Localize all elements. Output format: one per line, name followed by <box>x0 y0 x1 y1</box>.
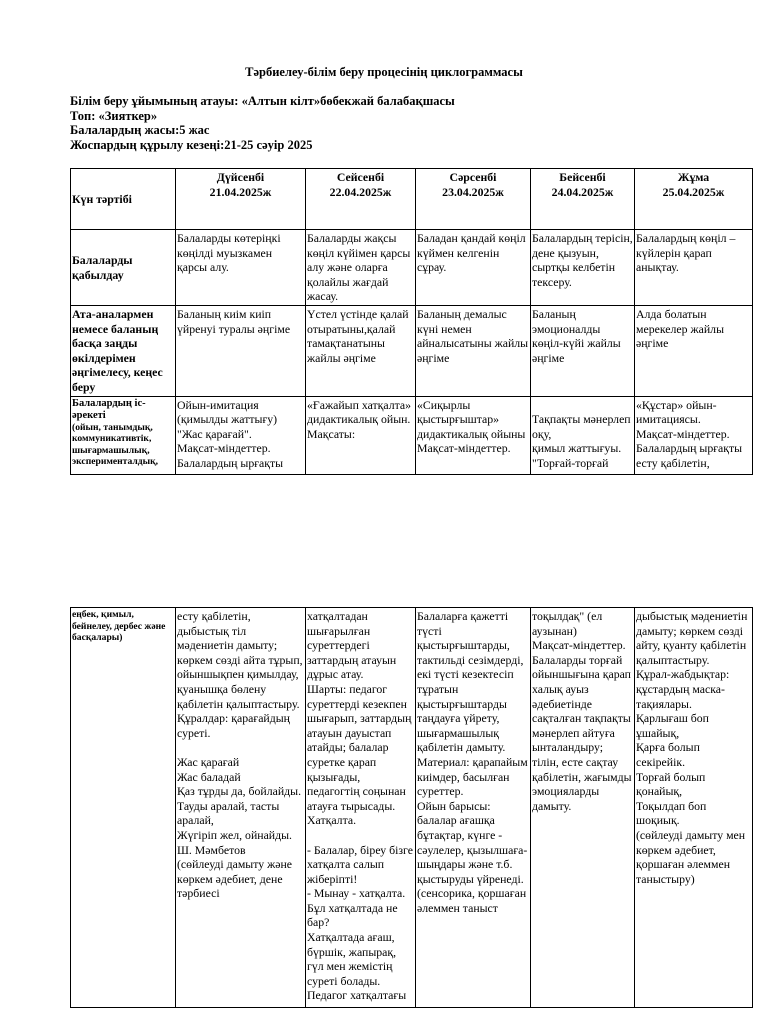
group-line: Топ: «Зияткер» <box>70 108 158 123</box>
table-cell: Баланың демалыс күні немен айналысатыны жайлы әңгіме <box>416 306 531 397</box>
row-label-activities <box>71 396 176 474</box>
table-cell: есту қабілетін, дыбыстық тіл мәдениетін дамыту; көркем сөзді айта тұрып, ойыншықпен қимылдау, қуанышқа бөлену қабілетін қалыптастыру. Құралдар: қарағайдың суреті. Жас қарағай Жас баладай Қаз тұрды да, бойлайды. Тауды аралай, тасты аралай, Жүгіріп жел, ойнайды. Ш. Мәмбетов (сөйлеуді дамыту және көркем әдебиет, дене тәрбиесі <box>176 608 306 1008</box>
day-header-wednesday <box>416 169 531 230</box>
table-row <box>71 306 753 397</box>
day-name: Сәрсенбі <box>449 170 497 184</box>
table-cell: Балаларды көтеріңкі көңілді муызкамен қарсы алу. <box>176 230 306 306</box>
activities-label-sub: (ойын, танымдық, коммуникативтік, шығармашылық, эксперименталдық, <box>72 421 159 468</box>
table-cell: Баланың эмоционалды көңіл-күйі жайлы әңгіме <box>531 306 635 397</box>
table-cell: Баладан қандай көңіл күймен келгенін сұрау. <box>416 230 531 306</box>
day-date: 25.04.2025ж <box>662 184 725 199</box>
day-header-thursday <box>531 169 635 230</box>
day-header-monday <box>176 169 306 230</box>
day-name: Бейсенбі <box>559 170 606 184</box>
table-row <box>71 230 753 306</box>
day-name: Сейсенбі <box>336 170 385 184</box>
day-date: 21.04.2025ж <box>209 184 272 199</box>
schedule-table <box>70 168 753 475</box>
table-cell: Үстел үстінде қалай отыратыны,қалай тамақтанатыны жайлы әңгіме <box>306 306 416 397</box>
age-line: Балалардың жасы:5 жас <box>70 123 210 138</box>
activities-label-main: Балалардың іс-әрекеті <box>72 397 146 421</box>
table-cell: Балаларға қажетті түсті қыстырғыштарды, тактильді сезімдерді, екі түсті кезектесіп тұратын қыстырғыштарды таңдауға үйрету, шығармашылық қабілетін дамыту. Материал: қарапайым киімдер, басылған суреттер. Ойын барысы: балалар ағашқа бұтақтар, күнге - сәулелер, қызылшаға- шыңдары және т.б. қыстыруды үйренеді. (сенсорика, қоршаған әлеммен таныст <box>416 608 531 1008</box>
table-cell: Балалардың терісін, дене қызуын, сыртқы келбетін тексеру. <box>531 230 635 306</box>
schedule-table-continued <box>70 607 753 1008</box>
table-cell: Балалардың көңіл – күйлерін қарап анықтау. <box>635 230 753 306</box>
organization-line: Білім беру ұйымының атауы: «Алтын кілт»бөбекжай балабақшасы <box>70 94 455 108</box>
schedule-header-cell: Күн тәртібі <box>71 169 176 230</box>
table-cell: тоқылдақ" (ел аузынан) Мақсат-міндеттер. Балаларды торғай ойыншығына қарап халық ауыз әдебиетінде сақталған тақпақты мәнерлеп айтуға ынталандыру; тілін, есте сақтау қабілетін, жағымды эмоцияларды дамыту. <box>531 608 635 1008</box>
row-label-reception: Балаларды қабылдау <box>71 230 176 306</box>
day-date: 22.04.2025ж <box>329 184 392 199</box>
table-cell: Ойын-имитация (қимылды жаттығу) "Жас қарағай". Мақсат-міндеттер. Балалардың ырғақты <box>176 396 306 474</box>
table-row <box>71 396 753 474</box>
table-cell: хатқалтадан шығарылған суреттердегі заттардың атауын дұрыс атау. Шарты: педагог суреттерді кезекпен шығарып, заттардың атауын дауыстап атайды; балалар суретке қарап қызығады, педагогтің соңынан атауға тырысады. Хатқалта. - Балалар, біреу бізге хатқалта салып жіберіпті! - Мынау - хатқалта. Бұл хатқалтада не бар? Хатқалтада ағаш, бүршік, жапырақ, гүл мен жемістің суреті болады. Педагог хатқалтағы <box>306 608 416 1008</box>
document-title: Тәрбиелеу-білім беру процесінің циклограммасы <box>245 65 523 79</box>
table-cell: Балаларды жақсы көңіл күйімен қарсы алу және оларға қолайлы жағдай жасау. <box>306 230 416 306</box>
day-name: Жұма <box>677 170 710 184</box>
header-row <box>71 169 753 230</box>
table-row <box>71 608 753 1008</box>
row-label-continuation: еңбек, қимыл, бейнелеу, дербес және басқалары) <box>71 608 176 1008</box>
table-cell: «Ғажайып хатқалта» дидактикалық ойын. Мақсаты: <box>306 396 416 474</box>
table-cell: Баланың киім киіп үйренуі туралы әңгіме <box>176 306 306 397</box>
day-date: 23.04.2025ж <box>442 184 504 199</box>
table-cell: Тақпақты мәнерлеп оқу, қимыл жаттығуы. "Торғай-торғай <box>531 396 635 474</box>
day-name: Дүйсенбі <box>216 170 265 184</box>
table-cell: Алда болатын мерекелер жайлы әңгіме <box>635 306 753 397</box>
day-date: 24.04.2025ж <box>551 184 614 199</box>
table-cell: «Құстар» ойын-имитациясы. Мақсат-міндеттер. Балалардың ырғақты есту қабілетін, <box>635 396 753 474</box>
period-line: Жоспардың құрылу кезеңі:21-25 сәуір 2025 <box>70 137 313 152</box>
day-header-friday <box>635 169 753 230</box>
document-meta <box>70 94 455 152</box>
table-cell: «Сиқырлы қыстырғыштар» дидактикалық ойыны Мақсат-міндеттер. <box>416 396 531 474</box>
table-cell: дыбыстық мәдениетін дамыту; көркем сөзді айту, қуанту қабілетін қалыптастыру. Құрал-жабдықтар: құстардың маска-тақиялары. Қарлығаш боп ұшайық, Қарға болып секірейік. Торғай болып қонайық, Тоқылдап боп шоқиық. (сөйлеуді дамыту мен көркем әдебиет, қоршаған әлеммен таныстыру) <box>635 608 753 1008</box>
day-header-tuesday <box>306 169 416 230</box>
row-label-parents: Ата-аналармен немесе баланың басқа заңды өкілдерімен әңгімелесу, кеңес беру <box>71 306 176 397</box>
